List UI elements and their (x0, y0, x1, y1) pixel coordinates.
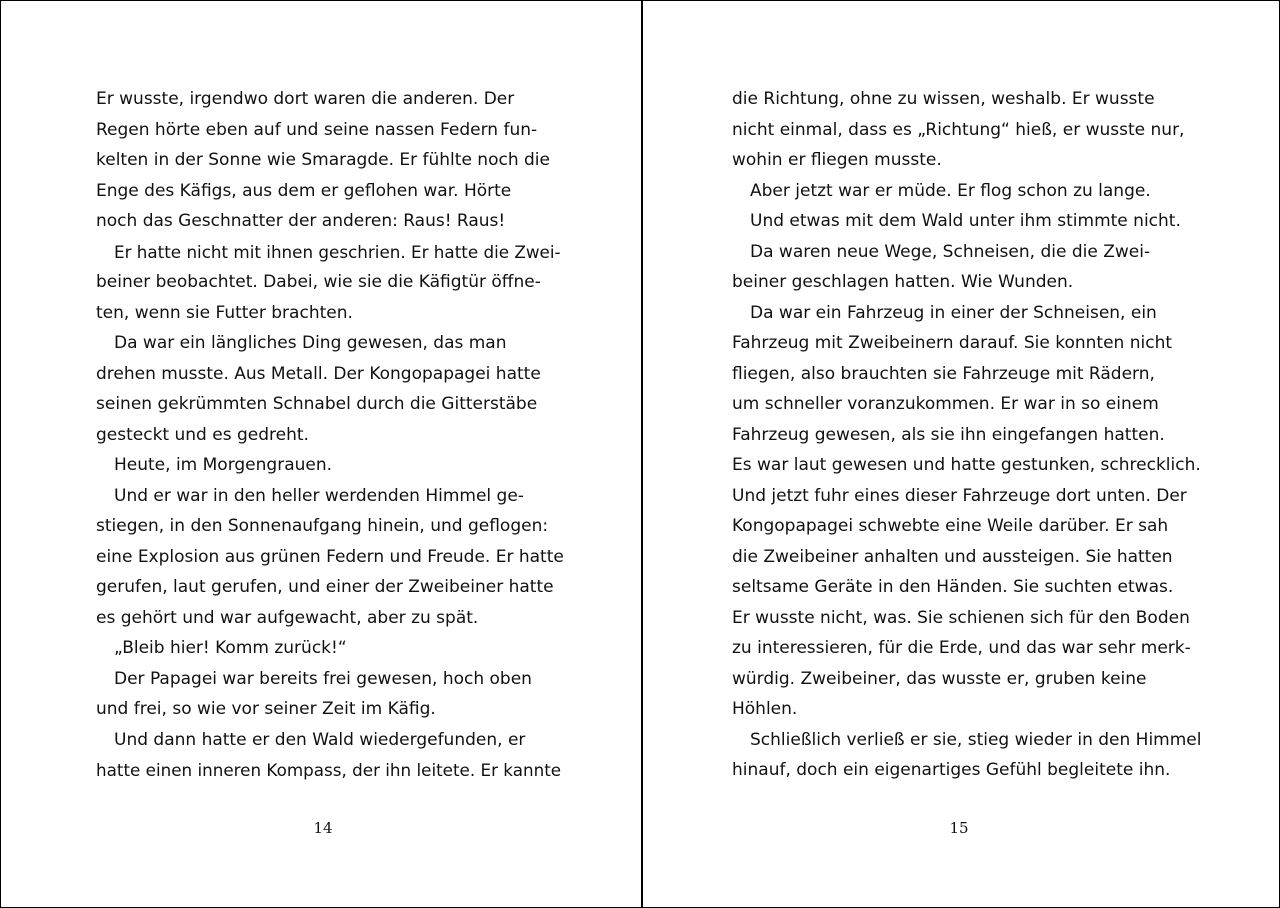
text-line: die Richtung, ohne zu wissen, weshalb. Er wusste (732, 89, 1155, 109)
text-line: Und jetzt fuhr eines dieser Fahrzeuge dort unten. Der (732, 485, 1187, 506)
text-line: drehen musste. Aus Metall. Der Kongopapagei hatte (96, 363, 541, 384)
text-line: Regen hörte eben auf und seine nassen Federn fun- (96, 119, 538, 140)
text-line: Enge des Käfigs, aus dem er geflohen war. Hörte (96, 180, 512, 201)
text-line: Aber jetzt war er müde. Er flog schon zu lange. (750, 180, 1151, 201)
text-line: seinen gekrümmten Schnabel durch die Gitterstäbe (96, 394, 538, 414)
text-line: fliegen, also brauchten sie Fahrzeuge mit Rädern, (732, 363, 1155, 384)
text-line: Und er war in den heller werdenden Himmel ge- (114, 485, 524, 506)
text-line: um schneller voranzukommen. Er war in so einem (732, 394, 1159, 414)
right-page-text (732, 84, 1202, 786)
text-line: Heute, im Morgengrauen. (114, 455, 333, 475)
text-line: seltsame Geräte in den Händen. Sie suchten etwas. (732, 577, 1174, 597)
text-line: Schließlich verließ er sie, stieg wieder in den Himmel (750, 729, 1202, 750)
text-line: wohin er fliegen musste. (732, 150, 942, 170)
text-line: Höhlen. (732, 699, 798, 719)
text-line: hinauf, doch ein eigenartiges Gefühl begleitete ihn. (732, 760, 1171, 780)
text-line: gerufen, laut gerufen, und einer der Zweibeiner hatte (96, 577, 554, 597)
left-page-text (96, 84, 566, 786)
text-line: Der Papagei war bereits frei gewesen, hoch oben (114, 668, 532, 689)
text-line: Da war ein längliches Ding gewesen, das man (114, 333, 507, 353)
text-line: hatte einen inneren Kompass, der ihn leitete. Er kannte (96, 760, 562, 780)
text-line: Und etwas mit dem Wald unter ihm stimmte nicht. (750, 211, 1181, 231)
text-line: ten, wenn sie Futter brachten. (96, 302, 353, 323)
text-line: „Bleib hier! Komm zurück!“ (114, 638, 347, 658)
right-page (642, 1, 1279, 907)
text-line: und frei, so wie vor seiner Zeit im Käfig. (96, 699, 436, 719)
text-line: stiegen, in den Sonnenaufgang hinein, und geflogen: (96, 516, 549, 536)
left-page (1, 1, 641, 907)
text-line: Und dann hatte er den Wald wiedergefunden, er (114, 729, 526, 750)
text-line: noch das Geschnatter der anderen: Raus! Raus! (96, 211, 506, 231)
text-line: Fahrzeug gewesen, als sie ihn eingefangen hatten. (732, 424, 1165, 445)
text-line: kelten in der Sonne wie Smaragde. Er fühlte noch die (96, 150, 550, 170)
text-line: Fahrzeug mit Zweibeinern darauf. Sie konnten nicht (732, 333, 1173, 353)
text-line: Es war laut gewesen und hatte gestunken, schrecklich. (732, 455, 1201, 475)
text-line: Er wusste nicht, was. Sie schienen sich für den Boden (732, 607, 1190, 628)
text-line: Da war ein Fahrzeug in einer der Schneisen, ein (750, 302, 1157, 323)
text-line: beiner beobachtet. Dabei, wie sie die Käfigtür öffne- (96, 272, 541, 292)
right-page-number: 15 (949, 819, 969, 837)
text-line: beiner geschlagen hatten. Wie Wunden. (732, 272, 1074, 292)
text-line: Er wusste, irgendwo dort waren die anderen. Der (96, 89, 515, 109)
text-line: würdig. Zweibeiner, das wusste er, gruben keine (732, 668, 1147, 689)
text-line: Kongopapagei schwebte eine Weile darüber. Er sah (732, 516, 1169, 536)
text-line: nicht einmal, dass es „Richtung“ hieß, er wusste nur, (732, 119, 1185, 140)
text-line: gesteckt und es gedreht. (96, 424, 309, 445)
text-line: eine Explosion aus grünen Federn und Freude. Er hatte (96, 546, 564, 567)
text-line: Da waren neue Wege, Schneisen, die die Zwei- (750, 241, 1151, 262)
text-line: zu interessieren, für die Erde, und das war sehr merk- (732, 638, 1191, 658)
left-page-number: 14 (313, 819, 333, 837)
text-line: es gehört und war aufgewacht, aber zu spät. (96, 607, 479, 628)
text-line: die Zweibeiner anhalten und aussteigen. Sie hatten (732, 546, 1173, 567)
text-line: Er hatte nicht mit ihnen geschrien. Er hatte die Zwei- (114, 241, 561, 262)
